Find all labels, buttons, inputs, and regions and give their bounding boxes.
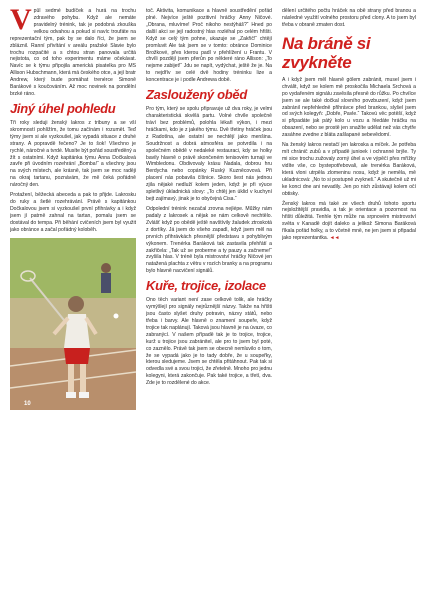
paragraph: toč. Aktivita, komunikace a hlavně soustředění pořád plné. Nejvíce ještě pozitivní hráčky Anny Ničové. „Obrana, mluvíme! Proč nikoho nestýháš?“ Hned po další akci se její radostný hlas rozléhal po celém hřišti. Když se celý tým pohne, ukazuje se „Zakřič!“ chtějí promluvit Ale tak jsem se v tomto: obránce Dominice Brožkové, přes kterou padl v přehlížení u Frantu. V chvíli pozdějí jsem přerůn po některé ráno Allison: „To nejsme zabijet!“ Jdu se napít, vydýchat, ještě že je. Na to nejdřív se celé dvě hodiny tréninku lize a koncentrace je i podle Andrewa době.: [146, 8, 272, 84]
page-number: 10: [24, 400, 31, 407]
paragraph: Odpolední trénink nezačal zrovna nejlépe. Műžky nám padaly z lakrosek a nějak se nám celkově nechtělo. Zvlášť když po obědě ještě navštívily žaludek ztroskotá z dortíky. Já jsem do všeho zapadl, když jsem měl na prvních přihrávkách přesnější představu s pohyblivým výkonem. Trenérka Baráková tak zastavila přehřátí a zakřičela: „Tak už se proberme a ty pauzy a začneme!“ zvyšila hlas. V tréně byla mistrovství hráčky Ničové jen natažená plachta z větru v rozích branky a na programu bylo hlavně nacvičení signálů.: [146, 205, 272, 275]
paragraph: Na ženský lakros nestačí jen lakroska a míček. Je potřeba mít chránič zubů a v případě junioek i ochranné brýle. Ty mi sice trochu zužovaly zorný úhel a ve výpěčí přes mřížky vidíte vše, co bystepotřebovali, ale trenérka Baráková, která vloni utrpěla zlomeninu nosu, když je neměla, mě ukladnicová: „No to si postupně zvykneš.“ A skutečně už mi ke konci dne ani nevadily. Jen po nich zůstávají kolem očí obtisky.: [282, 142, 416, 197]
paragraph: Tři roky sleduji ženský lakros z tribuny a se vší skromností pohlížím, že tomu začínám i rozumět. Teď týmy jsem si ale vyzkoušel, jak vypadá situace z druhé strany. A popravdě řečeno? Je to šok! Všechno je rychlé, náročné a tvrdé. Musíte být pořád soustředěný a žít s ostatními. Když kapitánka týmu Anna Dočkalová zavře při úvodním rozehrání „Bomba!“ a všechny jsou na svých místech, ale krásně, tak jsem se moc raději na okraj tartanu, poznávám, že mě čeká pořádně náročný den.: [10, 119, 136, 189]
column-1: [10, 8, 136, 590]
lacrosse-player-illustration: [10, 238, 136, 410]
intro-text: půl sedmé budíček a hurá na trochu zdravého pohybu. Když ale nemáte pravidelný trénink, tak je podobná zkouška velkou odvahou a pokud si navíc troufáte na reprezentační tým, pak by se dalo říci, že jsem se zbláznil. Ranní přivítání v areálu pražské Slavie bylo trochu rozpačité a s chtou stran panovala určitá nejistota, co od toho experimentu máme očekávat. Navíc se k týmu připojila americká pisatelka pro MS Allison Hubschmann, která má českého otce, a její bratr Andrew, který bude pomáhat trenérce Simoně Barákové s koučováním. Až moc novinek na pondělní brzké ráno.: [10, 8, 136, 98]
paragraph: dělení určitého počtu hráček na obě strany před branou a následné využití volného prostoru před clony. A to jsem byl třeba v obraně zmaten dost.: [282, 8, 416, 28]
column-2: [146, 8, 272, 598]
end-of-article-icon: ◄◄: [329, 235, 340, 242]
heading-kure-trojice-izolace: Kuře, trojice, izolace: [146, 278, 266, 294]
lacrosse-photo: [10, 238, 136, 410]
paragraph-text: Ženský lakros má také ze všech druhů tohoto sportu nejsložitější pravidla, a tak je orientace a pozornost na hřišti důležitá. Tenhle tým může na srpnovém mistrovství světa v Kanadě dojít daleko a jelikož Simona Baráková říkala pořád holky, a to včetně mně, ne jen jsem si připadal jako reprezentantka.: [282, 200, 416, 242]
heading-zaslouzeny-obed: Zasloužený oběd: [146, 87, 247, 103]
paragraph: Ono těch variant není zase celkově tolik, ale hráčky vymýšlejí pro signály nejrůznější názvy. Takže na hřišti jsou často slyšet druhy potravin, názvy států, nebo třeba i barvy. Ale hlavně o znamení soupeře, když trojice tak naplánují. Taková jsou hlavně je na úvaze, co zabranýcí. V našem případě tak je to trojice, trojice, kurž u trojice jsou zabránitel, ale pro to jsem byl poté, co zaznělo. Právě tak jsem se obecně nemluvilo o tom, že se vypadá jako je to tady dobře, že u soupeřky, kterou sledujeme. Jsem se chtěla přitáhnout. Pak tak si odvedla své a svou trojici, že zřetelně. Mnoho pro jednu kolegyni, která zakončuje. Pak také trojice, a třetí, dva. Zde je to rozdělené do akce.: [146, 297, 272, 387]
heading-na-brane-si-zvyknete: Na bráně si zvykněte: [282, 33, 371, 73]
paragraph: Protažení, běžecká abeceda a pak to přijde. Lakrosku do ruky a šetlé rozehrávání. Právě s kapitánkou Dočkalovou jsem si vyzkoušel první přihrávky a i když jsem jí patrně zahnal na tartan, pomalu jsem se dostával do tempa. Při běhání cvičeních jsem byl využit jako obránce a začal pořádný koloběh.: [10, 192, 136, 233]
intro-paragraph: [10, 8, 136, 98]
paragraph: Pro tým, který se spolu připravuje už dva roky, je velmi charakteristická skvělá partu. Volné chvíle společně tráví bez problémů, polohla lékaři výkon, i mezi hráčkami, kdo je z jakého týmu. Dvě třetiny hráček jsou z Radotína, ale ostatní se nechtějí jako menšina. Soudržnost a dobrá atmosféra se potvrdila i na společném obědě v nedaleké restauraci, kdy se holky bavily hlavně o právě skončeném tenisovém turnaji ve Wimbledonu. Obdivovaly krásu Nadala, dobrou hru Berdycha nebo copánky Ruský Kuzněcovová. Při placení nás pobavila číšnice. Skoro šest nás jednou zjila nějaké nedluží kolem jeden, když je při výuce spletlivý úkladnická slovy: „To chtěj jen úklid v kuchyní bejt zajímavý, jinak je to obyčejná Cisa.“: [146, 106, 272, 203]
column-3: [282, 8, 416, 598]
heading-jiny-uhel-pohledu: Jiný úhel pohledu: [10, 100, 116, 116]
paragraph: [282, 201, 416, 243]
drop-cap: V: [10, 8, 32, 36]
paragraph: A i když jsem měl hlavně gólem zabránit, musel jsem i chválit, když se kolem mě proskočila Michaela Srchová a po vydařeném signálu zavěsila přesně do růžku. Po chvílce jsem se ale také dočkal slovního povzbuzení, když jsem zabránil nepřehledně přihrávce před brankou, slyšel jsem od svých kolegyň: „Dobře, Pavle.“ Takovú věc potěší, když si připadáte jak pátý kolo u vozu a hledáte hráčku na obsazení, nebo se prostě jen snažíte udělat než vás chytře zasáhne zvedne z bláta zašlapané sebevědomí.: [282, 76, 416, 139]
